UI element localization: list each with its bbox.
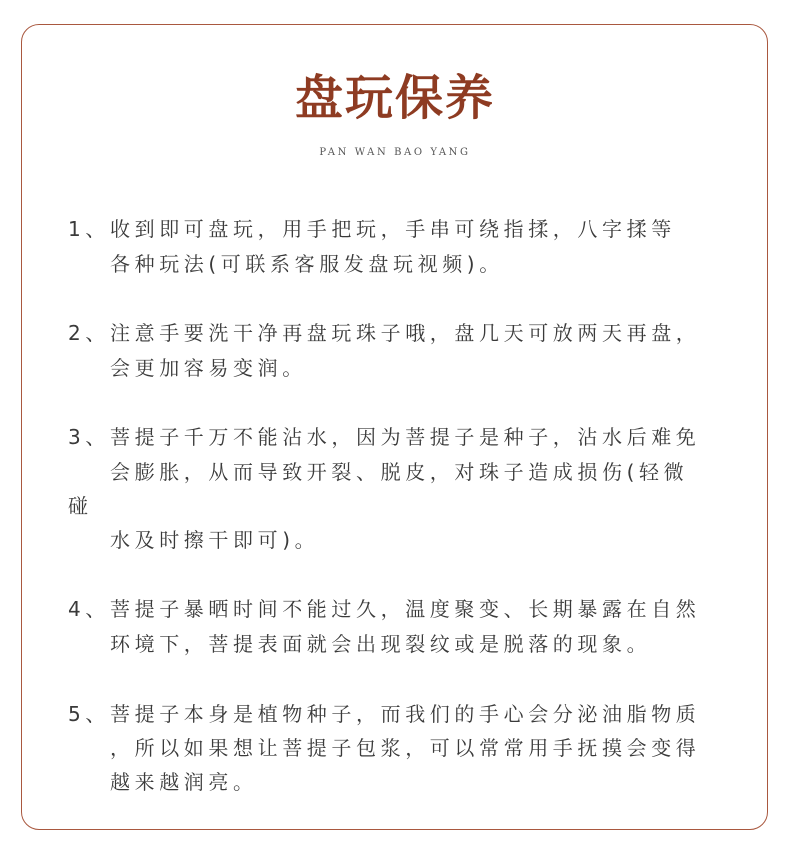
item-text-line: 收到即可盘玩，用手把玩，手串可绕指揉，八字揉等 xyxy=(110,217,676,241)
item-number: 4、 xyxy=(68,597,110,621)
item-text-line: 水及时擦干即可)。 xyxy=(110,528,320,552)
item-text-line: 越来越润亮。 xyxy=(110,770,258,794)
item-text-line: 注意手要洗干净再盘玩珠子哦，盘几天可放两天再盘， xyxy=(110,321,701,345)
item-text-line: 菩提子暴晒时间不能过久，温度聚变、长期暴露在自然 xyxy=(110,597,701,621)
item-text-line: 菩提子千万不能沾水，因为菩提子是种子，沾水后难免 xyxy=(110,425,701,449)
item-text-line: 会更加容易变润。 xyxy=(110,356,307,380)
page-subtitle: PAN WAN BAO YANG xyxy=(319,147,471,158)
item-text-line: 环境下，菩提表面就会出现裂纹或是脱落的现象。 xyxy=(110,632,652,656)
item-text-line: ，所以如果想让菩提子包浆，可以常常用手抚摸会变得 xyxy=(110,736,701,760)
item-text-line: 菩提子本身是植物种子，而我们的手心会分泌油脂物质 xyxy=(110,702,701,726)
item-number: 3、 xyxy=(68,425,110,449)
item-text-line: 各种玩法(可联系客服发盘玩视频)。 xyxy=(110,252,504,276)
item-text-line: 碰 xyxy=(68,494,93,518)
item-number: 5、 xyxy=(68,702,110,726)
page-title: 盘玩保养 xyxy=(294,70,495,126)
item-text-line: 会膨胀，从而导致开裂、脱皮，对珠子造成损伤(轻微 xyxy=(110,460,689,484)
item-number: 1、 xyxy=(68,217,110,241)
item-number: 2、 xyxy=(68,321,110,345)
